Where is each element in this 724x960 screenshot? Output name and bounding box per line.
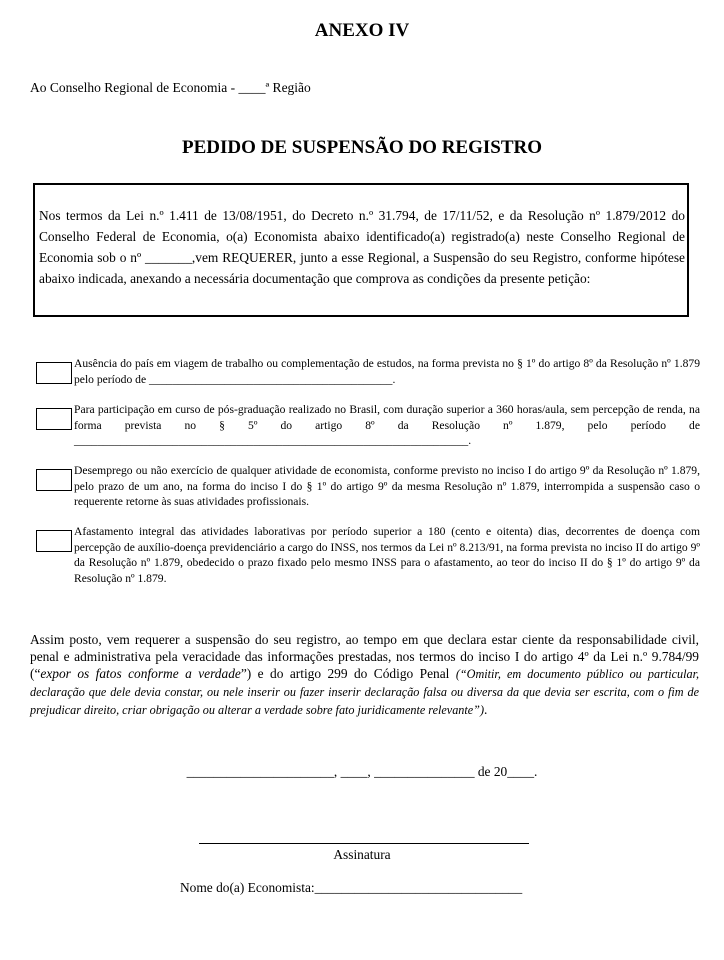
option-text: Para participação em curso de pós-graduação realizado no Brasil, com duração superior a 360 horas/aula, sem percepção de renda, na forma prevista no § 5º do artigo 8º da Resolução nº 1.879, pelo período de ____________________________________________________________________. bbox=[74, 403, 700, 447]
annex-title: ANEXO IV bbox=[314, 20, 410, 41]
option-checkbox[interactable] bbox=[36, 362, 72, 384]
option-text: Ausência do país em viagem de trabalho ou complementação de estudos, na forma prevista no § 1º do artigo 8º da Resolução nº 1.879 pelo período de __________________________________________. bbox=[74, 357, 700, 386]
closing-paragraph bbox=[30, 631, 699, 719]
document-title: PEDIDO DE SUSPENSÃO DO REGISTRO bbox=[181, 137, 543, 158]
closing-part-2: ”) e do artigo 299 do Código Penal bbox=[240, 666, 456, 681]
signature-label: Assinatura bbox=[333, 847, 391, 862]
option-checkbox[interactable] bbox=[36, 530, 72, 552]
penal-code-quote: (“Omitir, em documento público ou particular, declaração que dele devia constar, ou nele inserir ou fazer inserir declaração falsa ou diversa da que devia ser escrita, com o fim de prejudicar direito, criar obrigação ou alterar a verdade sobre fato juridicamente relevante”) bbox=[30, 667, 700, 717]
closing-part-3: . bbox=[484, 702, 488, 717]
closing-italic-quote: expor os fatos conforme a verdade bbox=[40, 666, 241, 681]
intro-text: Nos termos da Lei n.º 1.411 de 13/08/1951, do Decreto n.º 31.794, de 17/11/52, e da Resolução nº 1.879/2012 do Conselho Federal de Economia, o(a) Economista abaixo identificado(a) registrado(a) neste Conselho Regional de Economia sob o nº _______,vem REQUERER, junto a esse Regional, a Suspensão do seu Registro, conforme hipótese abaixo indicada, anexando a necessária documentação que comprova as condições da presente petição: bbox=[39, 208, 685, 286]
economist-name-field[interactable]: Nome do(a) Economista:_______________________________ bbox=[180, 880, 523, 895]
intro-box bbox=[33, 183, 689, 317]
signature-line[interactable] bbox=[199, 843, 529, 844]
closing-part-1: Assim posto, vem requerer a suspensão do seu registro, ao tempo em que declara estar ciente da responsabilidade civil, penal e administrativa pela veracidade das informações prestadas, nos termos do inciso I do artigo 4º da Lei n.º 9.784/99 (“ bbox=[30, 632, 699, 681]
option-text: Desemprego ou não exercício de qualquer atividade de economista, conforme previsto no inciso I do artigo 9º da Resolução nº 1.879, pelo prazo de um ano, na forma do inciso I do § 1º do artigo 9º da mesma Resolução nº 1.879, interrompida a suspensão caso o requerente retorne às suas atividades profissionais. bbox=[74, 464, 700, 508]
option-checkbox[interactable] bbox=[36, 469, 72, 491]
addressee-line: Ao Conselho Regional de Economia - ____ª Região bbox=[30, 80, 311, 95]
option-checkbox[interactable] bbox=[36, 408, 72, 430]
option-text: Afastamento integral das atividades laborativas por período superior a 180 (cento e oitenta) dias, decorrentes de doença com percepção de auxílio-doença previdenciário a cargo do INSS, nos termos da Lei nº 8.213/91, na forma prevista no inciso II do artigo 9º da Resolução nº 1.879, obedecido o prazo fixado pelo mesmo INSS para o afastamento, ao teor do inciso II do § 1º do artigo 9º da Resolução nº 1.879. bbox=[74, 525, 700, 585]
date-line[interactable]: ______________________, ____, _______________ de 20____. bbox=[186, 764, 538, 779]
